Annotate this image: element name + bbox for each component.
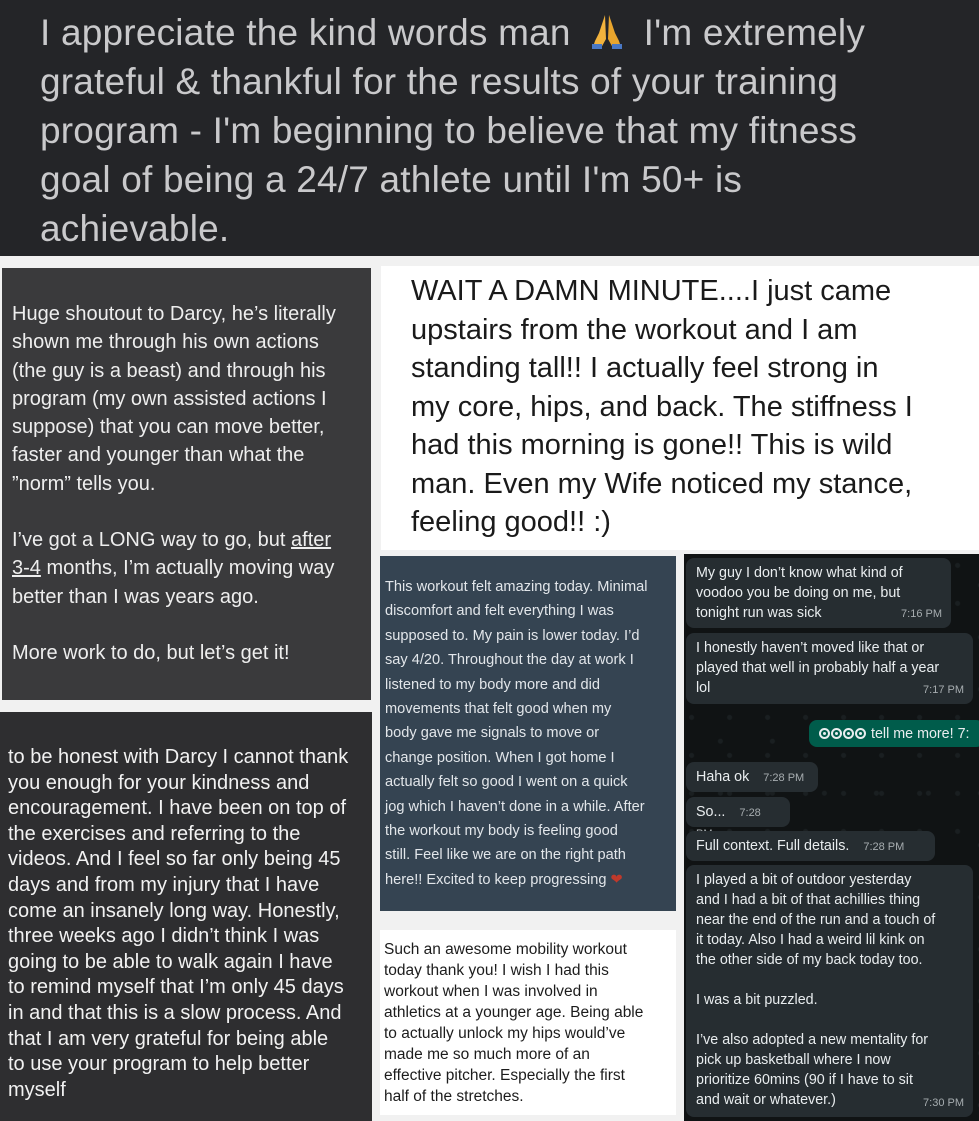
eyes-emoji-icon [819,728,830,739]
chat-message [686,558,951,628]
chat-message [686,633,973,704]
card-text: man. Even my Wife noticed my stance, [411,467,913,500]
card-text: change position. When I got home I [385,749,615,766]
card-text: listened to my body more and did [385,676,600,693]
card-text: movements that felt good when my [385,701,612,718]
chat-message-outgoing [809,720,979,747]
card-text: after [291,529,332,552]
quote-text: goal of being a 24/7 athlete until I'm 50+ is [40,159,743,200]
card-text: days and from my injury that I have [8,873,320,896]
eyes-emoji-icon [831,728,842,739]
card-text: here!! Excited to keep progressing [385,871,607,888]
card-text: that I am very grateful for being able [8,1027,329,1050]
card-text: workout when I was involved in [384,983,598,1000]
message-text: the other side of my back today too. [696,952,923,968]
chat-screenshot [684,554,979,1121]
card-text: better than I was years ago. [12,585,259,608]
message-text: it today. Also I had a weird lil kink on [696,932,925,948]
card-text: standing tall!! I actually feel strong in [411,352,879,384]
message-text: and I had a bit of that achillies thing [696,892,921,908]
message-text: tell me more! [870,726,954,742]
card-text: today thank you! I wish I had this [384,962,609,979]
card-text: 3-4 [12,557,41,580]
message-text: prioritize 60mins (90 if I have to sit [696,1072,913,1088]
card-text: the workout my body is feeling good [385,823,618,840]
card-text: Such an awesome mobility workout [384,941,627,958]
chat-message [686,762,818,792]
chat-message [686,831,935,861]
message-text: My guy I don’t know what kind of [696,565,903,581]
chat-message [686,797,790,827]
card-text: effective pitcher. Especially the first [384,1067,625,1084]
workout-testimonial-card [380,556,676,911]
card-text: made me so much more of an [384,1046,590,1063]
eyes-emoji-icon [855,728,866,739]
message-text: Haha ok [696,769,750,785]
card-text: come an insanely long way. Honestly, [8,899,340,922]
card-text: supposed to. My pain is lower today. I’d [385,627,640,644]
card-text: upstairs from the workout and I am [411,313,858,346]
card-text: athletics at a younger age. Being able [384,1004,644,1021]
heart-icon: ❤ [606,871,623,888]
message-text: near the end of the run and a touch of [696,912,936,928]
message-time: 7:17 PM [923,684,964,696]
card-text: myself [8,1078,66,1101]
card-text: feeling good!! :) [411,506,611,538]
card-text: body gave me signals to move or [385,725,600,742]
card-text: faster and younger than what the [12,444,305,467]
card-text: in and that this is a slow process. And [8,1001,342,1024]
message-text: So... [696,804,726,820]
eyes-emoji-icon [843,728,854,739]
card-text: discomfort and felt everything I was [385,603,614,620]
card-text: WAIT A DAMN MINUTE....I just came [411,275,892,307]
message-time: 7: [957,726,970,742]
quote-text: achievable. [40,208,230,249]
message-text: pick up basketball where I now [696,1052,891,1068]
message-text: I honestly haven’t moved like that or [696,640,925,656]
praying-hands-icon [587,11,627,51]
top-testimonial [0,0,979,256]
quote-text: I appreciate the kind words man [40,12,571,53]
card-text: suppose) that you can move better, [12,416,325,439]
card-text: (the guy is a beast) and through his [12,359,326,382]
card-text: More work to do, but let’s get it! [12,641,290,664]
card-text: going to be able to walk again I have [8,950,333,973]
message-text: and wait or whatever.) [696,1092,836,1108]
darcy-testimonial-card [2,268,371,700]
card-text: the exercises and referring to the [8,822,301,845]
card-text: months, I’m actually moving way [40,557,335,580]
card-text: to be honest with Darcy I cannot thank [8,746,349,768]
message-time: 7:28 PM [863,841,905,853]
message-text: tonight run was sick [696,605,822,621]
message-text: played that well in probably half a year [696,660,940,676]
message-time: 7:16 PM [901,608,942,620]
quote-text: program - I'm beginning to believe that my fitness [40,110,858,151]
card-text: still. Feel like we are on the right path [385,847,626,864]
card-text: say 4/20. Throughout the day at work I [385,652,634,669]
card-text: actually felt so good I went on a quick [385,774,628,791]
card-text: to remind myself that I’m only 45 days [8,976,344,999]
card-text: encouragement. I have been on top of [8,797,347,820]
message-text: I’ve also adopted a new mentality for [696,1032,929,1048]
card-text: program (my own assisted actions I [12,387,327,410]
card-text: half of the stretches. [384,1088,524,1105]
card-text: to use your program to help better [8,1053,310,1076]
mobility-testimonial-card [380,930,676,1115]
message-text: lol [696,680,711,696]
message-text: I was a bit puzzled. [696,992,818,1008]
quote-text: grateful & thankful for the results of your training [40,61,839,102]
card-text: shown me through his own actions [12,331,319,354]
card-text: I’ve got a LONG way to go, but [12,529,292,552]
card-text: my core, hips, and back. The stiffness I [411,390,913,423]
card-text: three weeks ago I didn’t think I was [8,925,320,948]
wait-testimonial-card [381,266,979,550]
card-text: Huge shoutout to Darcy, he’s literally [12,303,336,325]
card-text: to actually unlock my hips would’ve [384,1025,626,1042]
chat-message [686,865,973,1117]
quote-text: I'm extremely [643,12,866,53]
card-text: had this morning is gone!! This is wild [411,429,893,461]
card-text: you enough for your kindness and [8,771,310,794]
card-text: This workout felt amazing today. Minimal [385,579,648,595]
honest-testimonial-card [0,712,372,1121]
message-text: I played a bit of outdoor yesterday [696,872,912,888]
card-text: videos. And I feel so far only being 45 [8,848,341,871]
message-time: 7:28 PM [763,772,805,784]
message-time: 7:28 [739,807,761,819]
card-text: jog which I haven’t done in a while. After [385,798,645,815]
message-time: 7:30 PM [923,1097,964,1109]
card-text: ”norm” tells you. [12,472,156,495]
message-text: voodoo you be doing on me, but [696,585,901,601]
message-text: Full context. Full details. [696,838,850,854]
